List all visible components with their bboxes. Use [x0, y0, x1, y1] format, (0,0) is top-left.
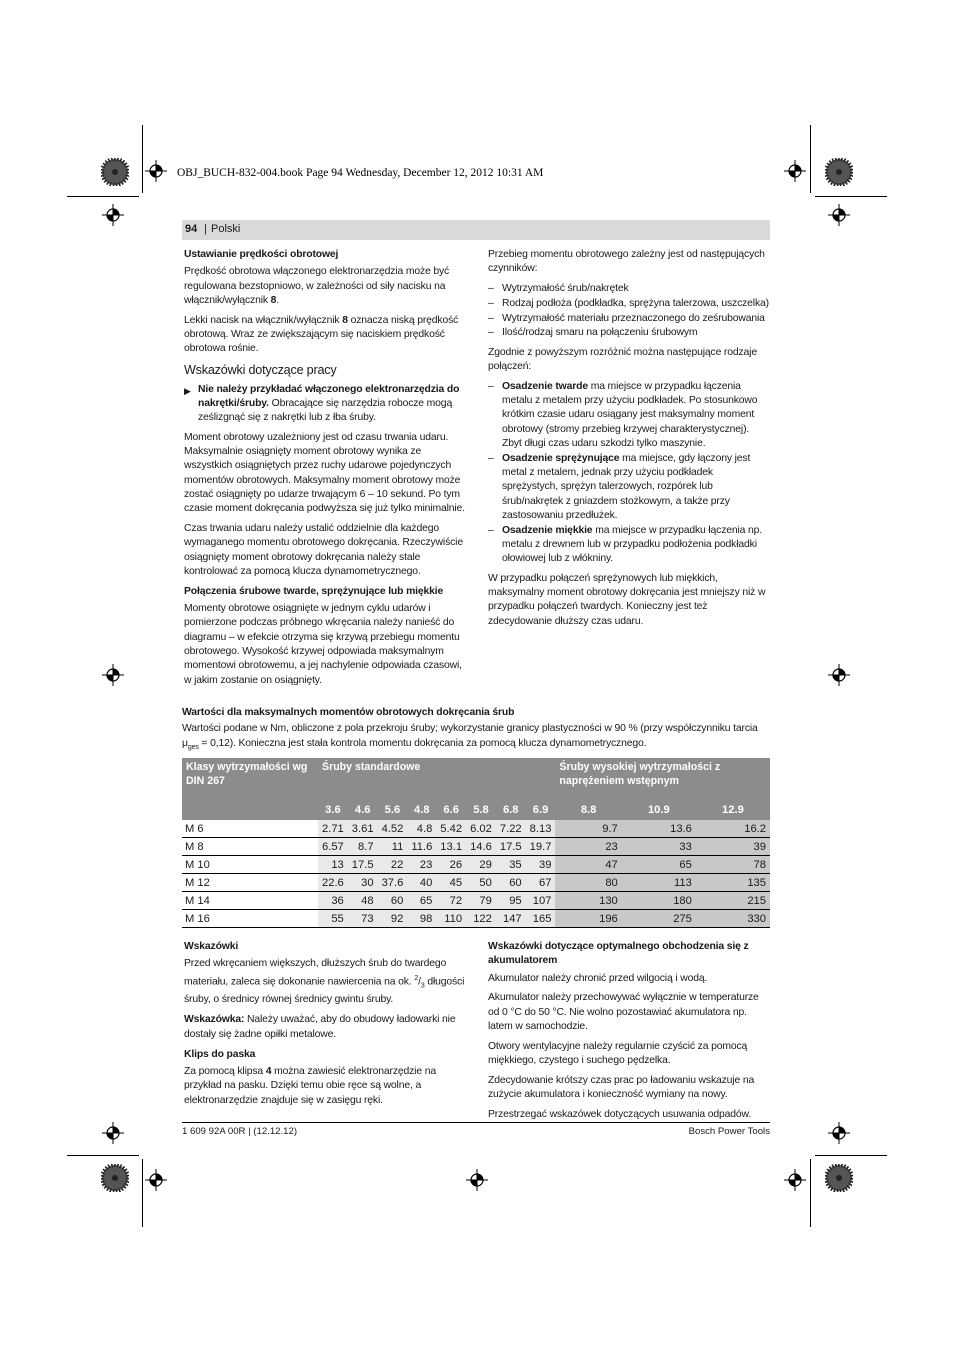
list-item: – Osadzenie sprężynujące ma miejsce, gdy łączony jest metal z metalem, jednak przy użyciu podkładek sprężystych, sprężyn talerzowych, rozpórek lub śrub/nakrętek z gniazdem stożkowym, a także przy zastosowaniu przedłużek. [488, 452, 770, 523]
warning-bold: Nie należy przykładać włączonego elektronarzędzia do nakrętki/śruby. [198, 383, 460, 410]
torque-value-cell: 13.6 [622, 820, 696, 838]
torque-paragraph-1: Moment obrotowy uzależniony jest od czasu trwania udaru. Maksymalnie osiągnięty moment obrotowy wynika ze wszystkich osiągniętych przez ruchy udarowe pojedynczych momentów obrotowych. Maksymalny moment obrotowy może zostać osiągnięty po udarze trwającym 6 – 10 sekund. Po tym czasie moment dokręcania podwyższa się już tylko minimalnie. [184, 431, 465, 515]
footer-doc-number: 1 609 92A 00R | (12.12.12) [182, 1126, 298, 1137]
list-item-text: Wytrzymałość materiału przeznaczonego do ześrubowania [502, 312, 765, 324]
torque-value-cell: 23 [555, 838, 621, 856]
list-item: – Wytrzymałość śrub/nakrętek [488, 282, 770, 296]
list-item: – Wytrzymałość materiału przeznaczonego do ześrubowania [488, 312, 770, 326]
torque-value-cell: 17.5 [496, 838, 526, 856]
list-item-text [502, 380, 770, 451]
torque-value-cell: 29 [466, 856, 496, 874]
battery-paragraph-2: Akumulator należy przechowywać wyłącznie w temperaturze od 0 °C do 50 °C. Nie wolno pozostawiać akumulatora np. latem w samochodzie. [488, 992, 759, 1032]
crop-mark [142, 1159, 143, 1227]
speed-paragraph-1 [184, 265, 466, 308]
torque-value-cell: 47 [555, 856, 621, 874]
text-run: długości śruby, o średnicy równej średnicy gwintu śruby. [184, 976, 465, 1006]
text-run: można zawiesić elektronarzędzie na przykład na pasku. Dzięki temu obie ręce są wolne, a elektronarzędzie znajduje się w zasięgu ręki. [184, 1066, 436, 1106]
text-run: = 0,12). Konieczna jest stała kontrola momentu dokręcania za pomocą klucza dynamometrycznego. [198, 737, 647, 749]
table-heading: Wartości dla maksymalnych momentów obrotowych dokręcania śrub [182, 707, 515, 718]
class-header-row [182, 800, 770, 820]
warning-item [184, 383, 466, 426]
thread-size-cell: M 16 [182, 910, 318, 928]
thread-size-cell: M 12 [182, 874, 318, 892]
torque-paragraph-2: Czas trwania udaru należy ustalić oddzielnie dla każdego wymaganego momentu obrotowego dokręcania. Rzeczywiście osiągnięty moment obrotowy dokręcania należy stale kontrolować za pomocą klucza dynamometrycznego. [184, 523, 463, 577]
table-row [182, 820, 770, 838]
thread-size-cell: M 6 [182, 820, 318, 838]
registration-mark-icon [828, 204, 850, 226]
tips-paragraph-1 [184, 957, 466, 1007]
torque-value-cell: 8.13 [526, 820, 556, 838]
torque-value-cell: 196 [555, 910, 621, 928]
torque-value-cell: 36 [318, 892, 348, 910]
footer-rule [182, 1122, 770, 1123]
torque-value-cell: 17.5 [348, 856, 378, 874]
subscript: ges [187, 743, 199, 751]
strength-class-header: 4.8 [407, 800, 436, 820]
torque-value-cell: 13.1 [436, 838, 466, 856]
list-item-text: Ilość/rodzaj smaru na połączeniu śrubowym [502, 327, 698, 339]
table-row [182, 910, 770, 928]
torque-value-cell: 180 [622, 892, 696, 910]
tips-paragraph-2 [184, 1013, 466, 1042]
text-run: oznacza niską prędkość obrotową. Wraz ze zwiększającym się naciskiem prędkość obrotowa rośnie. [184, 314, 459, 355]
header-language: Polski [211, 223, 241, 235]
registration-mark-icon [102, 204, 124, 226]
thread-size-cell: M 14 [182, 892, 318, 910]
table-body [182, 820, 770, 928]
torque-value-cell: 92 [378, 910, 408, 928]
torque-value-cell: 79 [466, 892, 496, 910]
torque-value-cell: 22.6 [318, 874, 348, 892]
torque-value-cell: 37.6 [378, 874, 408, 892]
registration-mark-icon [784, 160, 806, 182]
torque-value-cell: 4.8 [407, 820, 436, 838]
torque-value-cell: 39 [526, 856, 556, 874]
joints-heading: Połączenia śrubowe twarde, sprężynujące lub miękkie [184, 585, 444, 597]
torque-value-cell: 19.7 [526, 838, 556, 856]
header-blank [182, 800, 318, 820]
list-item: – Osadzenie twarde ma miejsce w przypadku łączenia metalu z metalem przy użyciu podkładek. Po stosunkowo krótkim czasie udaru osiągany jest maksymalny moment obrotowy (stromy przebieg krzywej charakterystycznej). Zbyt długi czas udaru szkodzi tylko maszynie. [488, 380, 770, 451]
running-header [182, 220, 770, 240]
registration-mark-icon [102, 1122, 124, 1144]
term: Osadzenie twarde [502, 380, 588, 392]
speed-paragraph-2 [184, 314, 466, 357]
note-label: Wskazówka: [184, 1014, 245, 1026]
bottom-right-column [488, 940, 770, 1128]
text-run: Lekki nacisk na włącznik/wyłącznik [184, 314, 343, 326]
text-run: . [276, 294, 280, 306]
fraction-slash: / [418, 976, 421, 988]
registration-mark-icon [784, 1169, 806, 1191]
torque-value-cell: 110 [436, 910, 466, 928]
torque-value-cell: 2.71 [318, 820, 348, 838]
torque-value-cell: 35 [496, 856, 526, 874]
header-separator: | [204, 223, 207, 235]
battery-paragraph-1: Akumulator należy chronić przed wilgocią i wodą. [488, 972, 708, 984]
battery-heading: Wskazówki dotyczące optymalnego obchodzenia się z akumulatorem [488, 941, 749, 967]
strength-class-header: 5.8 [466, 800, 496, 820]
torque-value-cell: 22 [378, 856, 408, 874]
torque-value-cell: 65 [622, 856, 696, 874]
term: Osadzenie sprężynujące [502, 452, 620, 464]
torque-value-cell: 5.42 [436, 820, 466, 838]
torque-value-cell: 16.2 [696, 820, 770, 838]
table-row [182, 892, 770, 910]
column-header-standard: Śruby standardowe [318, 758, 555, 800]
color-target-icon [101, 158, 129, 186]
torque-value-cell: 50 [466, 874, 496, 892]
warning-text [198, 383, 466, 426]
torque-value-cell: 23 [407, 856, 436, 874]
speed-heading: Ustawianie prędkości obrotowej [184, 249, 339, 260]
torque-value-cell: 55 [318, 910, 348, 928]
torque-table [182, 758, 770, 928]
torque-value-cell: 113 [622, 874, 696, 892]
torque-value-cell: 80 [555, 874, 621, 892]
joint-types-list [488, 380, 770, 567]
strength-class-header: 8.8 [555, 800, 621, 820]
table-row [182, 856, 770, 874]
torque-value-cell: 135 [696, 874, 770, 892]
work-heading: Wskazówki dotyczące pracy [184, 362, 337, 377]
crop-mark [67, 1155, 139, 1156]
registration-mark-icon [828, 1122, 850, 1144]
torque-value-cell: 40 [407, 874, 436, 892]
column-header-high-strength: Śruby wysokiej wytrzymałości z naprężeniem wstępnym [555, 758, 770, 800]
torque-value-cell: 8.7 [348, 838, 378, 856]
torque-value-cell: 4.52 [378, 820, 408, 838]
registration-mark-icon [145, 160, 167, 182]
clip-paragraph [184, 1065, 466, 1108]
crop-mark [810, 1159, 811, 1227]
triangle-bullet-icon: ▶ [184, 385, 191, 396]
torque-value-cell: 330 [696, 910, 770, 928]
torque-value-cell: 13 [318, 856, 348, 874]
fraction-denominator: 3 [420, 982, 425, 990]
strength-class-header: 6.6 [436, 800, 466, 820]
definition: ma miejsce w przypadku łączenia metalu z metalem przy użyciu podkładek. Po stosunkowo krótkim czasie udaru osiągany jest maksymalny moment obrotowy (stromy przebieg krzywej charakterystycznej). Zbyt długi czas udaru szkodzi tylko maszynie. [502, 380, 758, 450]
conclusion-paragraph: W przypadku połączeń sprężynowych lub miękkich, maksymalny moment obrotowy dokręcania jest mniejszy niż w przypadku połączeń twardych. Konieczny jest też zdecydowanie dłuższy czas udaru. [488, 572, 766, 627]
fraction-numerator: 2 [414, 974, 419, 982]
thread-size-cell: M 10 [182, 856, 318, 874]
print-slug: OBJ_BUCH-832-004.book Page 94 Wednesday, December 12, 2012 10:31 AM [177, 167, 544, 179]
factors-intro: Przebieg momentu obrotowego zależny jest od następujących czynników: [488, 249, 765, 275]
torque-value-cell: 275 [622, 910, 696, 928]
list-item-text [502, 524, 770, 567]
strength-class-header: 4.6 [348, 800, 378, 820]
text-run: Za pomocą klipsa [184, 1066, 266, 1078]
term: Osadzenie miękkie [502, 524, 593, 536]
crop-mark [810, 125, 811, 193]
torque-value-cell: 78 [696, 856, 770, 874]
list-item: – Osadzenie miękkie ma miejsce w przypadku łączenia np. metalu z drewnem lub w przypadku podłożenia podkładki ołowiowej lub z włókniny. [488, 524, 770, 567]
ref-number: 8 [270, 294, 277, 306]
torque-value-cell: 48 [348, 892, 378, 910]
torque-value-cell: 73 [348, 910, 378, 928]
joints-paragraph: Momenty obrotowe osiągnięte w jednym cyklu udarów i pomierzone podczas próbnego wkręcania należy nanieść do diagramu – w efekcie otrzyma się krzywą przebiegu momentu obrotowego. Wysokość krzywej odpowiada maksymalnym momentowi obrotowemu, a jej nachylenie odpowiada czasowi, w jakim zostanie on osiągnięty. [184, 603, 462, 686]
torque-value-cell: 67 [526, 874, 556, 892]
color-target-icon [825, 158, 853, 186]
torque-value-cell: 65 [407, 892, 436, 910]
table-header-row [182, 758, 770, 800]
text-run: Wartości podane w Nm, obliczone z pola przekroju śruby; wykorzystanie granicy plastyczności w 90 % (przy współczynniku tarcia μ [182, 723, 758, 749]
strength-class-header: 6.8 [496, 800, 526, 820]
torque-value-cell: 6.02 [466, 820, 496, 838]
torque-value-cell: 165 [526, 910, 556, 928]
strength-class-header: 3.6 [318, 800, 348, 820]
list-item-text [502, 452, 770, 523]
battery-paragraph-4: Zdecydowanie krótszy czas prac po ładowaniu wskazuje na zużycie akumulatora i konieczność wymiany na nowy. [488, 1074, 755, 1101]
torque-value-cell: 7.22 [496, 820, 526, 838]
text-run: Przed wkręcaniem większych, dłuższych śrub do twardego materiału, zaleca się dokonanie nawiercenia na ok. [184, 958, 447, 988]
definition: ma miejsce w przypadku łączenia np. metalu z drewnem lub w przypadku podłożenia podkładki ołowiowej lub z włókniny. [502, 524, 763, 565]
clip-heading: Klips do paska [184, 1048, 256, 1060]
registration-mark-icon [828, 664, 850, 686]
page-number: 94 [185, 223, 198, 235]
torque-value-cell: 45 [436, 874, 466, 892]
table-note [182, 722, 770, 755]
strength-class-header: 10.9 [622, 800, 696, 820]
crop-mark [815, 196, 887, 197]
strength-class-header: 6.9 [526, 800, 556, 820]
torque-value-cell: 11 [378, 838, 408, 856]
torque-value-cell: 147 [496, 910, 526, 928]
torque-value-cell: 3.61 [348, 820, 378, 838]
footer-brand: Bosch Power Tools [688, 1126, 770, 1137]
torque-value-cell: 39 [696, 838, 770, 856]
color-target-icon [825, 1164, 853, 1192]
torque-value-cell: 60 [378, 892, 408, 910]
factors-list [488, 282, 770, 341]
torque-value-cell: 72 [436, 892, 466, 910]
table-row [182, 838, 770, 856]
tips-heading: Wskazówki [184, 941, 239, 952]
crop-mark [815, 1155, 887, 1156]
text-run: Należy uważać, aby do obudowy ładowarki nie dostały się żadne opiłki metalowe. [184, 1014, 456, 1040]
ref-number: 4 [265, 1066, 272, 1078]
torque-value-cell: 30 [348, 874, 378, 892]
torque-value-cell: 33 [622, 838, 696, 856]
color-target-icon [101, 1164, 129, 1192]
list-item-text: Rodzaj podłoża (podkładka, sprężyna talerzowa, uszczelka) [502, 297, 769, 309]
ref-number: 8 [342, 314, 348, 326]
registration-mark-icon [466, 1169, 488, 1191]
table-row [182, 874, 770, 892]
list-item: – Rodzaj podłoża (podkładka, sprężyna talerzowa, uszczelka) [488, 297, 770, 311]
torque-value-cell: 95 [496, 892, 526, 910]
warning-rest: Obracające się narzędzia robocze mogą ześlizgnąć się z nakrętki lub z łba śruby. [198, 398, 453, 424]
registration-mark-icon [145, 1169, 167, 1191]
torque-value-cell: 6.57 [318, 838, 348, 856]
list-item-text: Wytrzymałość śrub/nakrętek [502, 283, 629, 295]
torque-value-cell: 14.6 [466, 838, 496, 856]
column-header-classes: Klasy wytrzymałości wg DIN 267 [182, 758, 318, 800]
right-column [488, 248, 770, 634]
battery-paragraph-5: Przestrzegać wskazówek dotyczących usuwania odpadów. [488, 1108, 752, 1120]
strength-class-header: 12.9 [696, 800, 770, 820]
torque-value-cell: 60 [496, 874, 526, 892]
torque-value-cell: 26 [436, 856, 466, 874]
table-intro [182, 706, 770, 755]
bottom-left-column [184, 940, 466, 1114]
left-column [184, 248, 466, 693]
crop-mark [142, 125, 143, 193]
crop-mark [67, 196, 139, 197]
types-intro: Zgodnie z powyższym rozróżnić można następujące rodzaje połączeń: [488, 346, 757, 373]
torque-value-cell: 9.7 [555, 820, 621, 838]
torque-value-cell: 98 [407, 910, 436, 928]
list-item: – Ilość/rodzaj smaru na połączeniu śrubowym [488, 326, 770, 340]
torque-value-cell: 107 [526, 892, 556, 910]
registration-mark-icon [102, 664, 124, 686]
thread-size-cell: M 8 [182, 838, 318, 856]
battery-paragraph-3: Otwory wentylacyjne należy regularnie czyścić za pomocą miękkiego, czystego i suchego pędzelka. [488, 1040, 748, 1067]
torque-value-cell: 130 [555, 892, 621, 910]
torque-value-cell: 11.6 [407, 838, 436, 856]
text-run: Prędkość obrotowa włączonego elektronarzędzia może być regulowana bezstopniowo, w zależności od siły nacisku na włącznik/wyłącznik [184, 266, 450, 306]
strength-class-header: 5.6 [378, 800, 408, 820]
torque-value-cell: 215 [696, 892, 770, 910]
torque-value-cell: 122 [466, 910, 496, 928]
definition: ma miejsce, gdy łączony jest metal z metalem, jednak przy użyciu podkładek sprężystych, sprężyn talerzowych, rozpórek lub śrub/nakrętek z gniazdem stożkowym, a także przy zastosowaniu przedłużek. [502, 452, 751, 522]
